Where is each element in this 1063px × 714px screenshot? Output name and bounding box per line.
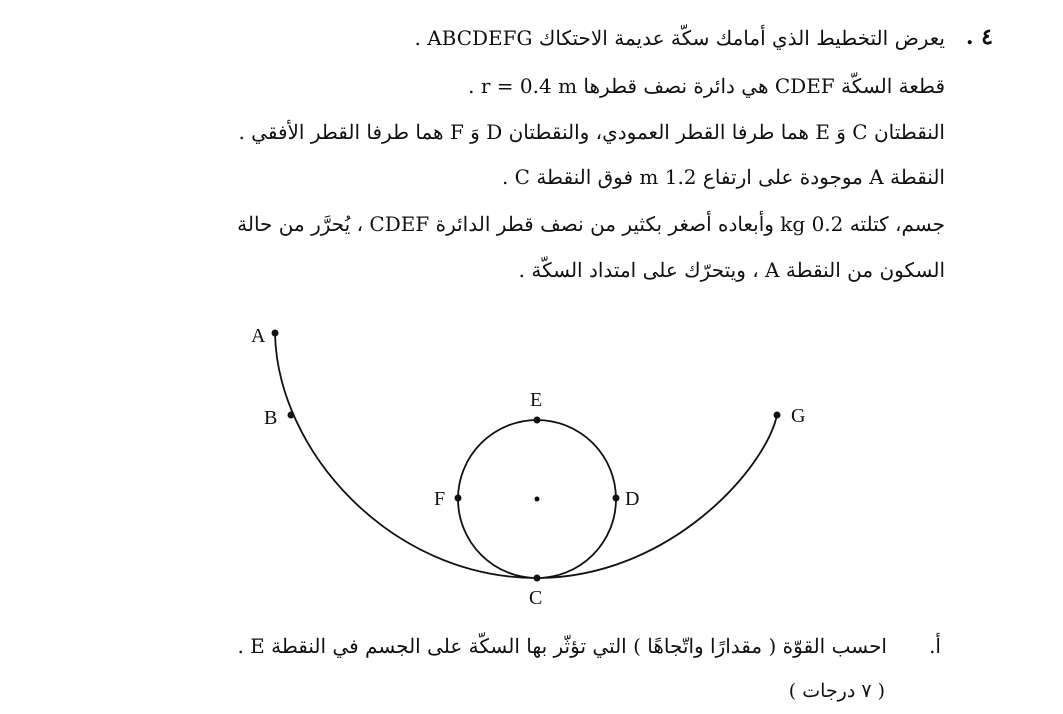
question-line-3: النقطتان C وَ E هما طرفا القطر العمودي، والنقطتان D وَ F هما طرفا القطر الأفقي . (238, 120, 945, 144)
question-line-4: النقطة A موجودة على ارتفاع 1.2 m فوق النقطة C . (501, 165, 945, 189)
point-F-dot (455, 495, 462, 502)
sub-question-text: احسب القوّة ( مقدارًا واتّجاهًا ) التي تؤثّر بها السكّة على الجسم في النقطة E . (237, 634, 887, 658)
question-line-6: السكون من النقطة A ، ويتحرّك على امتداد السكّة . (518, 258, 945, 282)
label-D: D (625, 488, 640, 510)
question-line-1: يعرض التخطيط الذي أمامك سكّة عديمة الاحتكاك ABCDEFG . (414, 26, 945, 50)
question-line-5: جسم، كتلته 0.2 kg وأبعاده أصغر بكثير من نصف قطر الدائرة CDEF ، يُحرَّر من حالة (237, 212, 945, 236)
point-C-dot (534, 575, 541, 582)
point-A-dot (272, 330, 279, 337)
label-A: A (251, 325, 266, 347)
question-line-2: قطعة السكّة CDEF هي دائرة نصف قطرها r = 0.4 m . (468, 74, 945, 98)
label-B: B (264, 407, 278, 429)
marks-label: ( ٧ درجات ) (788, 680, 885, 702)
label-G: G (791, 405, 806, 427)
center-dot (535, 497, 540, 502)
label-F: F (434, 488, 446, 510)
question-number: ٤ . (965, 24, 993, 50)
label-C: C (529, 587, 543, 609)
point-D-dot (613, 495, 620, 502)
point-E-dot (534, 417, 541, 424)
track-diagram (0, 300, 1063, 620)
point-G-dot (774, 412, 781, 419)
label-E: E (530, 389, 543, 411)
sub-question-letter: أ. (929, 634, 941, 658)
point-B-dot (288, 412, 295, 419)
track-curve (275, 333, 777, 578)
